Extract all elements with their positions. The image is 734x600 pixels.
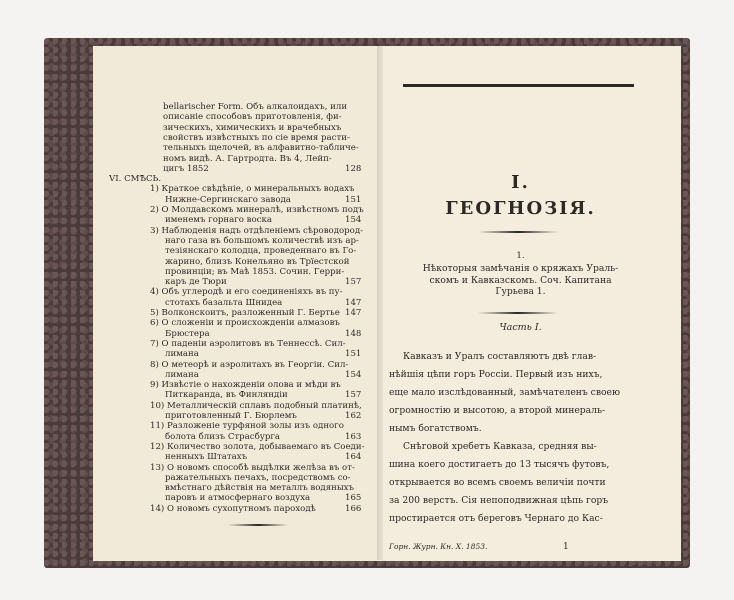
toc-continuation-line: тельныхъ щелочей, въ алфавитно-табличе- bbox=[163, 143, 359, 154]
title-ornament bbox=[478, 231, 558, 233]
toc-entry-line: 11) Разложеніе турфяной золы изъ одного bbox=[150, 421, 344, 432]
toc-entry-line: 6) О сложеніи и происхожденіи алмазовъ bbox=[150, 318, 340, 329]
toc-page-number: 157 bbox=[345, 277, 362, 288]
toc-section-heading: VI. СМѢСЬ. bbox=[109, 174, 162, 185]
article-body-line: еще мало изслѣдованный, замѣчателенъ своею bbox=[389, 387, 620, 398]
article-title-line: Нѣкоторыя замѣчанія о кряжахъ Ураль- bbox=[422, 263, 619, 274]
article-body-line: за 200 верстъ. Сія непоподвижная цѣпь горъ bbox=[389, 495, 609, 506]
article-body-line: открывается во всемъ своемъ величіи почти bbox=[389, 477, 606, 488]
toc-entry-line: Брюстера bbox=[165, 328, 210, 339]
toc-page-number: 166 bbox=[345, 503, 362, 514]
toc-continuation-line: номъ видѣ. А. Гартродта. Въ 4, Лейп- bbox=[163, 153, 332, 164]
toc-continuation-line: свойствъ извѣстныхъ по сіе время расти- bbox=[163, 132, 350, 143]
toc-page-number: 148 bbox=[345, 328, 362, 339]
article-title-line: Гурьева 1. bbox=[495, 286, 546, 297]
subheading-ornament bbox=[478, 312, 558, 314]
part-title: ГЕОГНОЗІЯ. bbox=[445, 198, 596, 219]
toc-entry-line: болота близъ Страсбурга bbox=[165, 431, 280, 442]
page-number: 1 bbox=[563, 542, 569, 552]
article-body-line: Кавказъ и Уралъ составляютъ двѣ глав- bbox=[403, 351, 597, 362]
toc-entry-line: лимана bbox=[165, 369, 199, 380]
article-title-line: скомъ и Кавказскомъ. Соч. Капитана bbox=[429, 274, 612, 286]
toc-entry-line: Нижне-Сергинскаго завода bbox=[165, 194, 291, 205]
toc-page-number: 128 bbox=[345, 163, 362, 174]
toc-page-number: 154 bbox=[345, 215, 362, 226]
right-page bbox=[383, 46, 681, 561]
toc-entry-line: 12) Количество золота, добываемаго въ Соеди- bbox=[150, 441, 365, 452]
toc-entry-line: 3) Наблюденія надъ отдѣленіемъ сѣроводород- bbox=[150, 225, 364, 236]
toc-page-number: 151 bbox=[345, 349, 362, 360]
part-subheading: Часть I. bbox=[499, 322, 542, 333]
toc-page-number: 164 bbox=[345, 452, 362, 463]
toc-entry-line: 4) Объ углеродѣ и его соединеніяхъ въ пу- bbox=[150, 287, 343, 298]
toc-entry-line: жарино, близъ Конельяно въ Трїестской bbox=[165, 256, 350, 267]
toc-entry-line: вмѣстнаго дѣйствія на металлъ водяныхъ bbox=[165, 483, 354, 494]
toc-page-number: 162 bbox=[345, 411, 362, 421]
toc-entry-line: тезіянскаго колодца, проведеннаго въ Го- bbox=[165, 246, 357, 257]
article-body-line: нымъ богатствомъ. bbox=[389, 423, 482, 434]
toc-continuation-line: описаніе способовъ приготовленія, фи- bbox=[163, 112, 342, 123]
toc-entry-line: 5) Волконскоитъ, разложенный Г. Бертье bbox=[150, 308, 340, 318]
toc-entry-line: 2) О Молдавскомъ минералѣ, извѣстномъ подъ bbox=[150, 205, 364, 215]
toc-page-number: 147 bbox=[345, 297, 362, 308]
article-number: 1. bbox=[516, 251, 525, 261]
toc-entry-line: 13) О новомъ способѣ выдѣлки желѣза въ от- bbox=[150, 462, 355, 473]
toc-entry-line: ненныхъ Штатахъ bbox=[165, 452, 248, 463]
toc-entry-line: приготовленный Г. Бюрлемъ bbox=[165, 411, 297, 421]
toc-continuation-line: зическихъ, химическихъ и врачебныхъ bbox=[163, 122, 342, 133]
article-body-line: шина коего достигаетъ до 13 тысячъ футовъ, bbox=[389, 459, 610, 470]
toc-page-number: 157 bbox=[345, 390, 362, 401]
article-body-line: Снѣговой хребетъ Кавказа, средняя вы- bbox=[403, 441, 597, 452]
toc-page-number: 165 bbox=[345, 493, 362, 504]
toc-entry-line: наго газа въ большомъ количествѣ изъ ар- bbox=[165, 235, 359, 246]
toc-entry-line: 9) Извѣстіе о нахожденіи олова и мѣди въ bbox=[150, 380, 341, 391]
top-rule bbox=[403, 84, 634, 87]
toc-entry-line: лимана bbox=[165, 349, 199, 360]
article-body-line: нѣйшія цѣпи горъ Россіи. Первый изъ нихъ, bbox=[389, 369, 603, 380]
toc-entry-line: 7) О паденіи аэролитовъ въ Теннессѣ. Сил- bbox=[150, 338, 346, 349]
toc-entry-line: именемъ горнаго воска bbox=[165, 215, 272, 226]
toc-entry-line: каръ де Тюри bbox=[165, 277, 227, 288]
toc-page-number: 147 bbox=[345, 308, 362, 318]
toc-entry-line: паровъ и атмосфернаго воздуха bbox=[165, 493, 311, 504]
toc-continuation-line: bellarischer Form. Объ алкалоидахъ, или bbox=[163, 102, 348, 112]
toc-continuation-line: цигъ 1852 bbox=[163, 163, 209, 174]
toc-end-ornament bbox=[228, 524, 288, 526]
part-number: I. bbox=[511, 172, 530, 193]
toc-page-number: 154 bbox=[345, 369, 362, 380]
toc-entry-line: провинціи; въ Маѣ 1853. Сочин. Герри- bbox=[165, 266, 345, 277]
toc-entry-line: Питкаранда, въ Финляндіи bbox=[165, 390, 288, 401]
toc-entry-line: 10) Металлическій сплавъ подобный платинѣ, bbox=[150, 400, 362, 411]
toc-entry-line: ражательныхъ печахъ, посредствомъ со- bbox=[165, 472, 351, 483]
article-body-line: простирается отъ береговъ Чернаго до Кас- bbox=[389, 513, 603, 524]
toc-entry-line: 1) Краткое свѣдѣніе, о минеральныхъ водахъ bbox=[150, 184, 355, 195]
article-body-line: огромностію и высотою, а второй минераль- bbox=[389, 405, 606, 416]
journal-footer: Горн. Журн. Кн. X. 1853. bbox=[389, 542, 488, 551]
toc-entry-line: 8) О метеорѣ и аэролитахъ въ Георгіи. Сил- bbox=[150, 359, 349, 370]
toc-page-number: 151 bbox=[345, 194, 362, 205]
toc-entry-line: 14) О новомъ сухопутномъ пароходѣ bbox=[150, 503, 316, 514]
toc-entry-line: стотахъ базальта Шнидеа bbox=[165, 297, 283, 308]
toc-page-number: 163 bbox=[345, 431, 362, 442]
